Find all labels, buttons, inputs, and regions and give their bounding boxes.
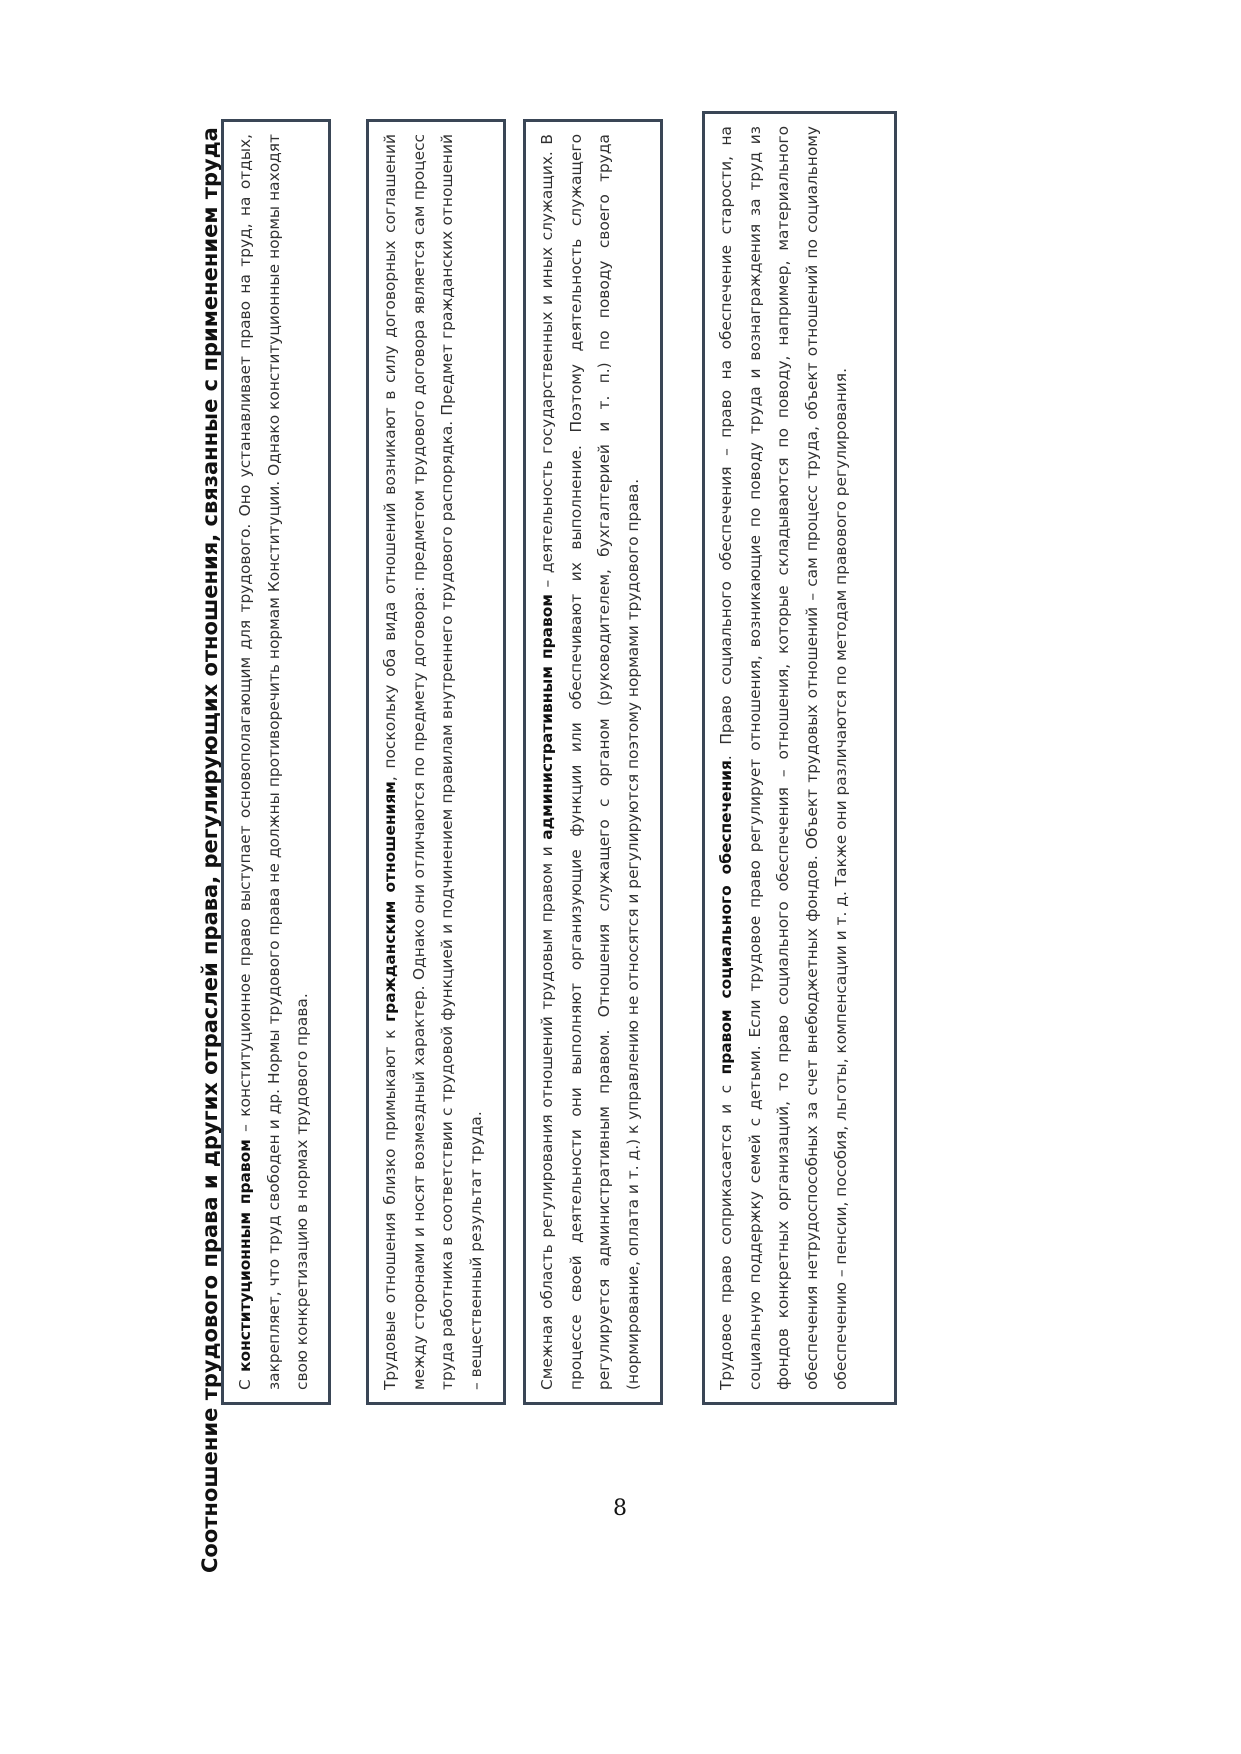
text-box-civil-relations <box>366 119 506 1405</box>
text-box-administrative-law <box>523 119 663 1405</box>
box-bold-term: административным правом <box>538 594 556 840</box>
box-text: С <box>236 1371 254 1390</box>
box-text: – деятельность государственных и иных служащих. В процессе своей деятельности они выполняют организующие функции или обеспечивают их выполнение. Поэтому деятельность служащего регулируется административным правом. Отношения служащего с органом (руководителем, бухгалтерией и т. п.) по поводу своего труда (нормирование, оплата и т. д.) к управлению не относятся и регулируются поэтому нормами трудового права. <box>538 134 643 1390</box>
box-text: Трудовое право соприкасается и с <box>717 1074 735 1390</box>
page-number: 8 <box>613 1496 627 1521</box>
box-text: , поскольку оба вида отношений возникают в силу договорных соглашений между сторонами и носят возмездный характер. Однако они отличаются по предмету договора: предметом трудового договора является сам процесс труда работника в соответствии с трудовой функцией и подчинением правилам внутреннего трудового распорядка. Предмет гражданских отношений – вещественный результат труда. <box>381 134 486 1390</box>
box-text: . Право социального обеспечения – право на обеспечение старости, на социальную поддержку семей с детьми. Если трудовое право регулирует отношения, возникающие по поводу труда и вознаграждения за труд из фондов конкретных организаций, то право социального обеспечения – отношения, которые складываются по поводу, например, материального обеспечения нетрудоспособных за счет внебюджетных фондов. Объект трудовых отношений – сам процесс труда, объект отношений по социальному обеспечению – пенсии, пособия, льготы, компенсации и т. д. Также они различаются по методам правового регулирования. <box>717 126 850 1390</box>
box-bold-term: конституционным правом <box>236 1139 254 1372</box>
box-bold-term: гражданским отношениям <box>381 781 399 1022</box>
text-box-constitutional-law <box>221 119 331 1405</box>
page-title: Соотношение трудового права и других отраслей права, регулирующих отношения, связанные с применением труда <box>198 127 222 1573</box>
text-box-social-security-law <box>702 111 897 1405</box>
box-text: Смежная область регулирования отношений трудовым правом и <box>538 839 556 1390</box>
box-bold-term: правом социального обеспечения <box>717 760 735 1075</box>
box-text: Трудовые отношения близко примыкают к <box>381 1021 399 1390</box>
box-text: – конституционное право выступает основополагающим для трудового. Оно устанавливает право на труд, на отдых, закрепляет, что труд свободен и др. Нормы трудового права не должны противоречить нормам Конституции. Однако конституционные нормы находят свою конкретизацию в нормах трудового права. <box>236 134 312 1390</box>
rotated-content <box>190 60 990 1590</box>
